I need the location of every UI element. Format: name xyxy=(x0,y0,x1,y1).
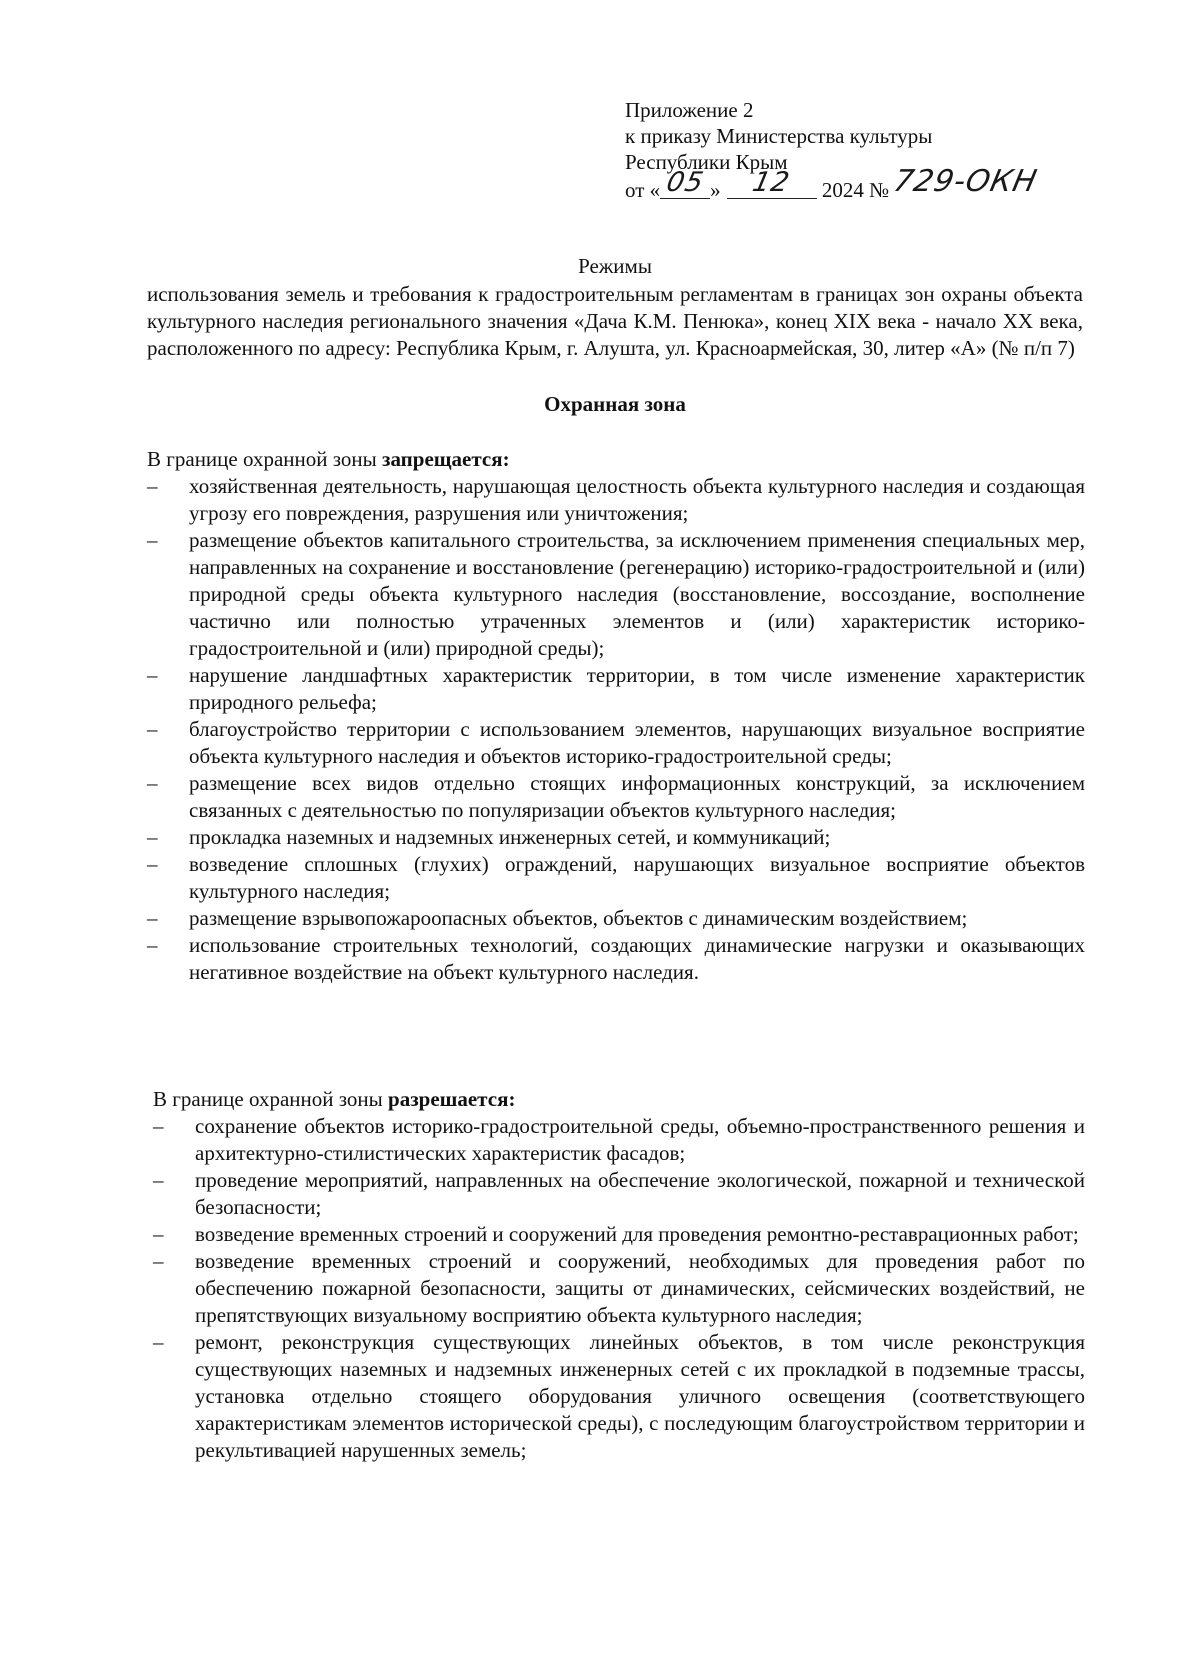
date-prefix: от « xyxy=(625,178,661,202)
ministry-region: Республики Крым xyxy=(625,150,788,174)
number-field xyxy=(890,164,1041,199)
appendix-number: Приложение 2 xyxy=(625,98,754,122)
list-item xyxy=(147,770,1085,824)
appendix-header xyxy=(625,97,1095,203)
prohibited-lead xyxy=(147,446,1085,473)
month-field xyxy=(727,167,817,199)
permitted-list xyxy=(153,1113,1085,1464)
bullet: – xyxy=(147,717,158,741)
document-subtitle: использования земель и требования к градостроительным регламентам в границах зон охраны объекта культурного наследия регионального значения «Дача К.М. Пенюка», конец XIX века - начало XX века, расположенного по адресу: Республика Крым, г. Алушта, ул. Красноармейская, 30, литер «А» (№ п/п 7) xyxy=(147,282,1083,360)
list-item-text: размещение взрывопожароопасных объектов, объектов с динамическим воздействием; xyxy=(189,906,968,930)
list-item xyxy=(147,527,1085,662)
list-item xyxy=(153,1248,1085,1329)
list-item-text: размещение объектов капитального строительства, за исключением применения специальных мер, направленных на сохранение и восстановление (регенерацию) историко-градостроительной и (или) природной среды объекта культурного наследия (восстановление, воссоздание, восполнение частично или полностью утраченных элементов и (или) характеристик историко-градостроительной и (или) природной среды); xyxy=(189,528,1085,660)
list-item xyxy=(147,473,1085,527)
list-item-text: проведение мероприятий, направленных на обеспечение экологической, пожарной и технической безопасности; xyxy=(195,1168,1085,1219)
bullet: – xyxy=(147,933,158,957)
prohibited-list xyxy=(147,473,1085,986)
zone-heading: Охранная зона xyxy=(544,392,686,416)
list-item xyxy=(153,1167,1085,1221)
list-item-text: возведение временных строений и сооружений, необходимых для проведения работ по обеспечению пожарной безопасности, защиты от динамических, сейсмических воздействий, не препятствующих визуальному восприятию объекта культурного наследия; xyxy=(195,1249,1085,1327)
bullet: – xyxy=(147,771,158,795)
list-item-text: размещение всех видов отдельно стоящих информационных конструкций, за исключением связанных с деятельностью по популяризации объектов культурного наследия; xyxy=(189,771,1085,822)
order-reference: к приказу Министерства культуры xyxy=(625,124,933,148)
bullet: – xyxy=(153,1114,164,1138)
list-item xyxy=(147,824,1085,851)
permitted-lead xyxy=(153,1086,1085,1113)
list-item xyxy=(147,932,1085,986)
list-item-text: использование строительных технологий, создающих динамические нагрузки и оказывающих негативное воздействие на объект культурного наследия. xyxy=(189,933,1085,984)
handwritten-order-number: 729-ОКН xyxy=(890,164,1041,199)
bullet: – xyxy=(153,1168,164,1192)
list-item xyxy=(153,1221,1085,1248)
document-title: Режимы xyxy=(578,254,652,278)
list-item-text: ремонт, реконструкция существующих линейных объектов, в том числе реконструкция существующих наземных и надземных инженерных сетей с их прокладкой в подземные трассы, установка отдельно стоящего оборудования уличного освещения (соответствующего характеристикам элементов исторической среды), с последующим благоустройством территории и рекультивацией нарушенных земель; xyxy=(195,1330,1085,1462)
list-item-text: нарушение ландшафтных характеристик территории, в том числе изменение характеристик природного рельефа; xyxy=(189,663,1085,714)
list-item xyxy=(147,905,1085,932)
permitted-section xyxy=(153,1086,1085,1464)
bullet: – xyxy=(147,825,158,849)
handwritten-day: 05 xyxy=(663,167,707,198)
handwritten-month: 12 xyxy=(750,167,794,198)
list-item-text: хозяйственная деятельность, нарушающая целостность объекта культурного наследия и создающая угрозу его повреждения, разрушения или уничтожения; xyxy=(189,474,1085,525)
list-item xyxy=(147,716,1085,770)
bullet: – xyxy=(147,663,158,687)
bullet: – xyxy=(153,1249,164,1273)
day-field xyxy=(660,167,710,199)
list-item xyxy=(153,1329,1085,1464)
bullet: – xyxy=(153,1330,164,1354)
bullet: – xyxy=(147,528,158,552)
bullet: – xyxy=(147,474,158,498)
order-date-line xyxy=(625,164,1095,203)
year-and-number-label: 2024 № xyxy=(821,178,890,202)
day-close-quote: » xyxy=(710,178,721,202)
list-item-text: сохранение объектов историко-градостроительной среды, объемно-пространственного решения и архитектурно-стилистических характеристик фасадов; xyxy=(195,1114,1085,1165)
list-item xyxy=(147,851,1085,905)
list-item-text: возведение сплошных (глухих) ограждений, нарушающих визуальное восприятие объектов культурного наследия; xyxy=(189,852,1085,903)
prohibited-section xyxy=(147,446,1085,986)
list-item xyxy=(153,1113,1085,1167)
list-item-text: прокладка наземных и надземных инженерных сетей, и коммуникаций; xyxy=(189,825,831,849)
prohibited-lead-text: В границе охранной зоны xyxy=(147,447,383,471)
permitted-lead-bold: разрешается: xyxy=(388,1087,516,1111)
permitted-lead-text: В границе охранной зоны xyxy=(153,1087,389,1111)
prohibited-lead-bold: запрещается: xyxy=(382,447,510,471)
bullet: – xyxy=(153,1222,164,1246)
list-item xyxy=(147,662,1085,716)
bullet: – xyxy=(147,906,158,930)
list-item-text: благоустройство территории с использованием элементов, нарушающих визуальное восприятие объекта культурного наследия и объектов историко-градостроительной среды; xyxy=(189,717,1085,768)
bullet: – xyxy=(147,852,158,876)
list-item-text: возведение временных строений и сооружений для проведения ремонтно-реставрационных работ; xyxy=(195,1222,1079,1246)
